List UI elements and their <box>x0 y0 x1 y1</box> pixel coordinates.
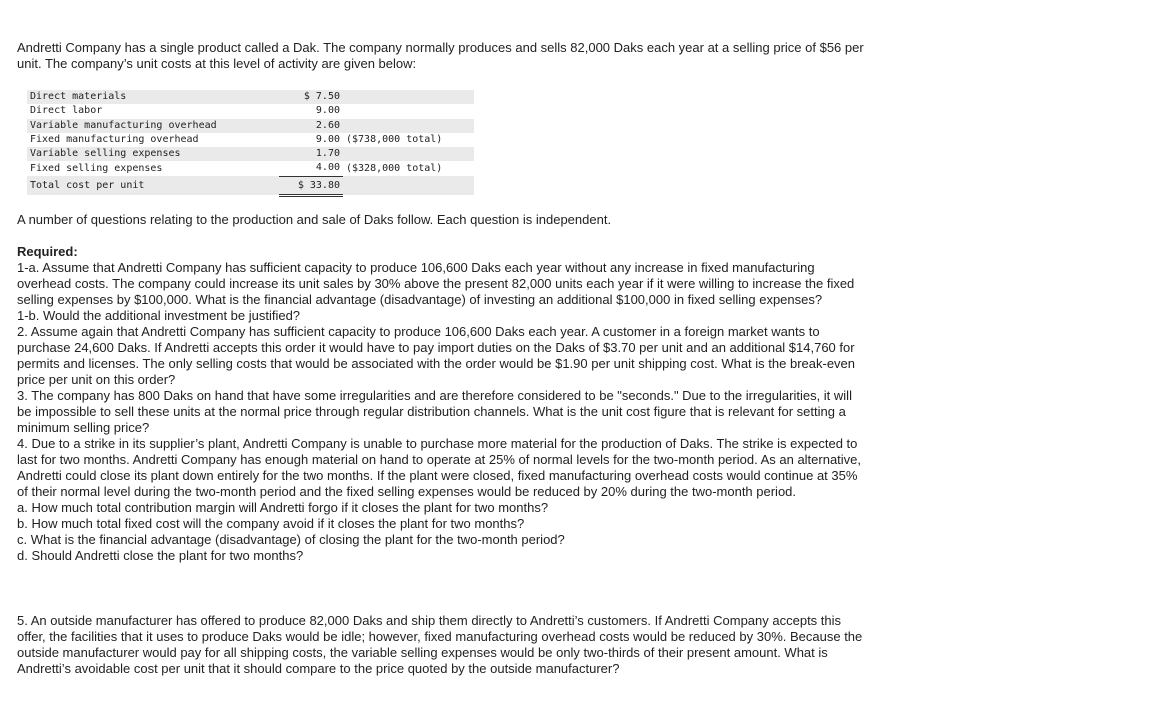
cost-label: Variable selling expenses <box>27 147 279 161</box>
cost-label: Variable manufacturing overhead <box>27 119 279 133</box>
table-row <box>27 104 474 118</box>
table-row <box>27 161 474 176</box>
question-1a: 1-a. Assume that Andretti Company has sufficient capacity to produce 106,600 Daks each year without any increase in fixed manufacturing overhead costs. The company could increase its unit sales by 30% above the present 82,000 units each year if it were willing to increase the fixed selling expenses by $100,000. What is the financial advantage (disadvantage) of investing an additional $100,000 in fixed selling expenses? <box>17 260 855 307</box>
cost-note: ($738,000 total) <box>346 133 443 145</box>
required-heading: Required: <box>17 244 78 259</box>
question-2: 2. Assume again that Andretti Company has sufficient capacity to produce 106,600 Daks each year. A customer in a foreign market wants to purchase 24,600 Daks. If Andretti accepts this order it would have to pay import duties on the Daks of $3.70 per unit and an additional $14,760 for permits and licenses. The only selling costs that would be associated with the order would be $1.90 per unit shipping cost. What is the break-even price per unit on this order? <box>17 324 856 387</box>
cost-label: Direct labor <box>30 105 103 117</box>
cost-value: 4.00 <box>279 161 343 176</box>
cost-note <box>343 147 474 161</box>
question-4c: c. What is the financial advantage (disadvantage) of closing the plant for the two-month period? <box>17 532 565 547</box>
cost-value: $ 7.50 <box>279 90 343 104</box>
cost-value: 9.00 <box>315 105 340 117</box>
unit-cost-table <box>27 90 474 197</box>
table-row <box>27 133 474 147</box>
question-1b: 1-b. Would the additional investment be justified? <box>17 308 301 323</box>
table-row <box>27 147 474 161</box>
total-label: Total cost per unit <box>27 176 279 195</box>
question-4b: b. How much total fixed cost will the company avoid if it closes the plant for two months? <box>17 516 525 531</box>
table-row <box>27 90 474 104</box>
cost-value: 2.60 <box>279 119 343 133</box>
total-note <box>343 176 474 195</box>
independent-note: A number of questions relating to the production and sale of Daks follow. Each question is independent. <box>17 212 612 227</box>
cost-note <box>343 90 474 104</box>
question-5: 5. An outside manufacturer has offered to produce 82,000 Daks and ship them directly to Andretti’s customers. If Andretti Company accepts this offer, the facilities that it uses to produce Daks would be idle; however, fixed manufacturing overhead costs would be reduced by 30%. Because the outside manufacturer would pay for all shipping costs, the variable selling expenses would be only two-thirds of their present amount. What is Andretti’s avoidable cost per unit that it should compare to the price quoted by the outside manufacturer? <box>17 613 863 676</box>
cost-label: Direct materials <box>27 90 279 104</box>
table-row <box>27 119 474 133</box>
total-row <box>27 176 474 195</box>
intro-paragraph: Andretti Company has a single product called a Dak. The company normally produces and sells 82,000 Daks each year at a selling price of $56 per unit. The company’s unit costs at this level of activity are given below: <box>17 40 864 71</box>
cost-note <box>343 119 474 133</box>
required-section <box>17 244 867 564</box>
question-4: 4. Due to a strike in its supplier’s plant, Andretti Company is unable to purchase more material for the production of Daks. The strike is expected to last for two months. Andretti Company has enough material on hand to operate at 25% of normal levels for the two-month period. As an alternative, Andretti could close its plant down entirely for the two months. If the plant were closed, fixed manufacturing overhead costs would continue at 35% of their normal level during the two-month period and the fixed selling expenses would be reduced by 20% during the two-month period. <box>17 436 862 499</box>
cost-value: 1.70 <box>279 147 343 161</box>
total-value: $ 33.80 <box>279 176 343 195</box>
question-3: 3. The company has 800 Daks on hand that have some irregularities and are therefore considered to be "seconds." Due to the irregularities, it will be impossible to sell these units at the normal price through regular distribution channels. What is the unit cost figure that is relevant for setting a minimum selling price? <box>17 388 852 435</box>
cost-note: ($328,000 total) <box>346 162 443 174</box>
cost-note <box>343 104 474 118</box>
question-4d: d. Should Andretti close the plant for two months? <box>17 548 304 563</box>
cost-label: Fixed manufacturing overhead <box>30 133 199 145</box>
question-4a: a. How much total contribution margin will Andretti forgo if it closes the plant for two months? <box>17 500 549 515</box>
cost-value: 9.00 <box>315 133 340 145</box>
cost-label: Fixed selling expenses <box>30 162 163 174</box>
